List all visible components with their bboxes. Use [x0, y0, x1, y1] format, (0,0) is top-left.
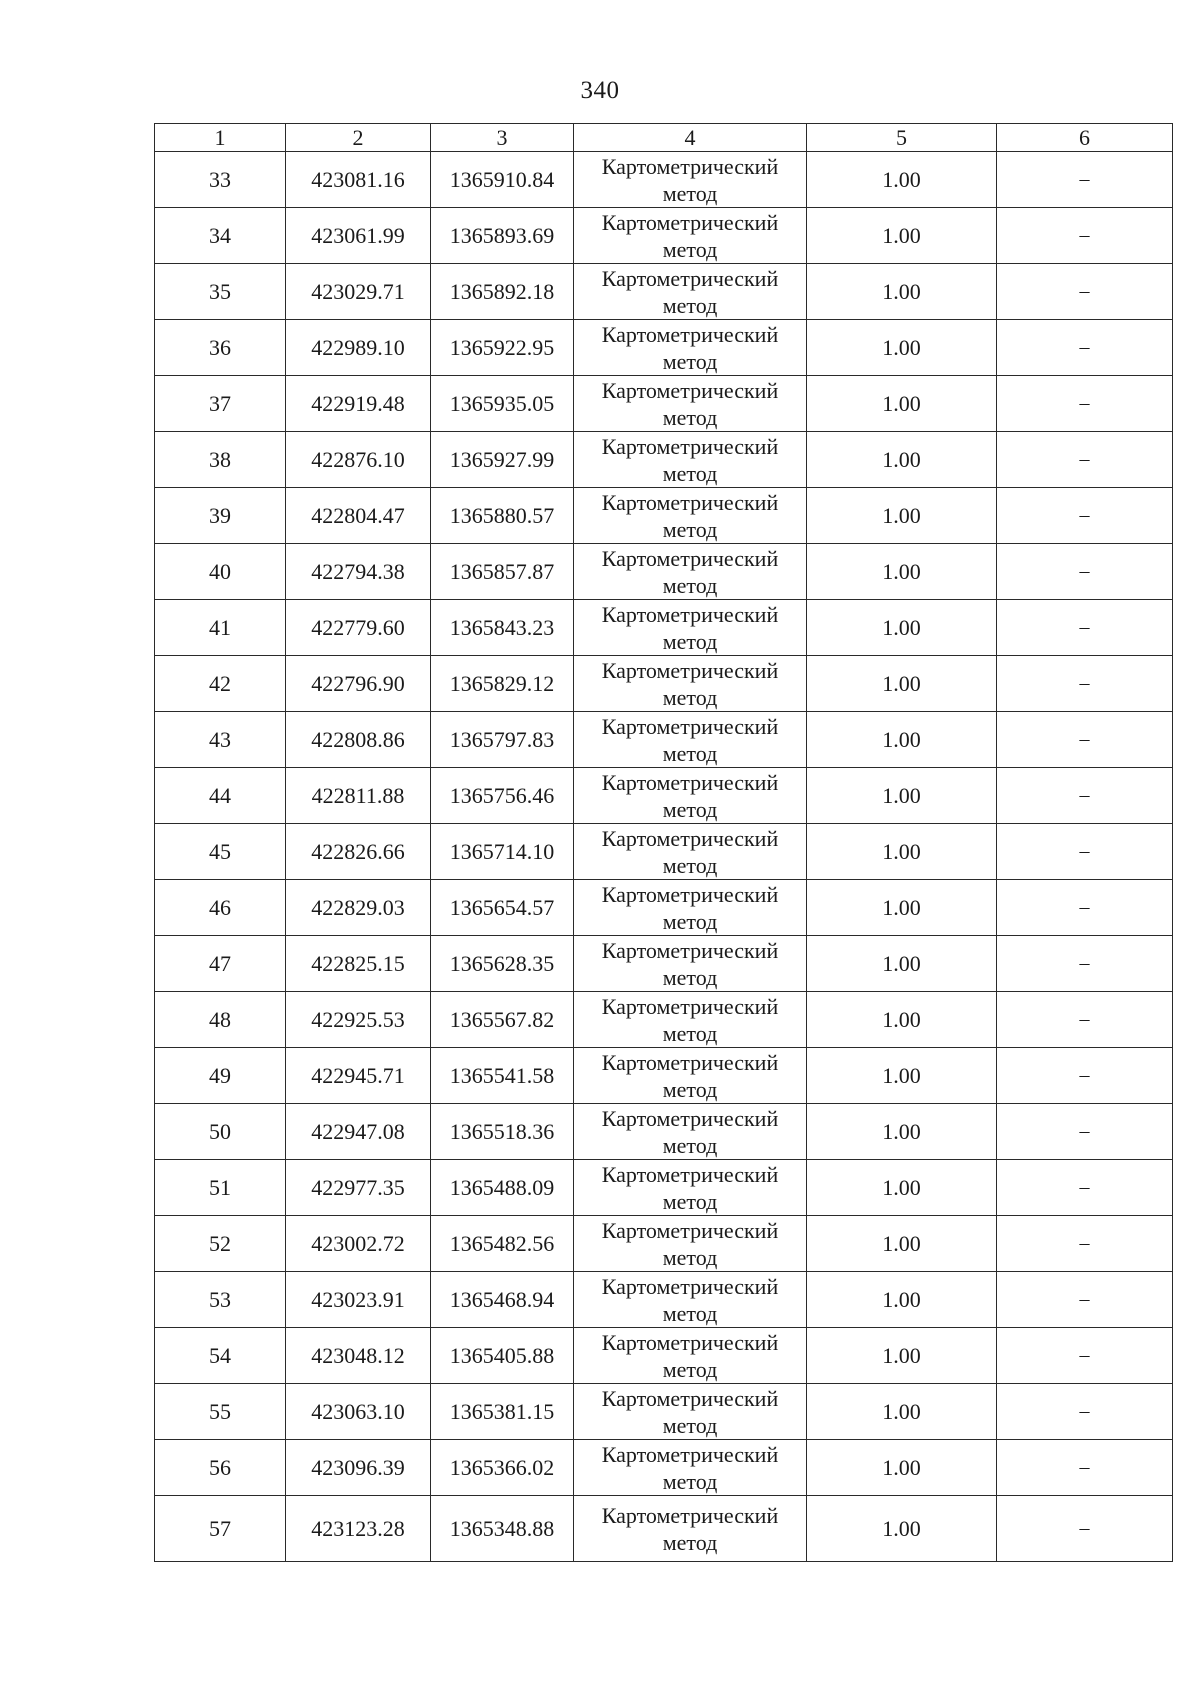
page-number: 340 [580, 77, 620, 104]
description-cell: – [997, 376, 1173, 432]
y-coordinate-cell: 1365488.09 [431, 1160, 574, 1216]
y-coordinate-cell: 1365714.10 [431, 824, 574, 880]
method-cell [574, 1104, 807, 1160]
table-row [155, 768, 1173, 824]
method-line-1: Картометрический [601, 545, 779, 571]
y-coordinate-cell: 1365797.83 [431, 712, 574, 768]
accuracy-cell: 1.00 [807, 1384, 997, 1440]
point-number-cell: 48 [155, 992, 286, 1048]
method-line-2: метод [662, 348, 718, 374]
point-number-cell: 56 [155, 1440, 286, 1496]
point-number-cell: 54 [155, 1328, 286, 1384]
method-line-2: метод [662, 1529, 718, 1555]
method-cell [574, 992, 807, 1048]
description-cell: – [997, 320, 1173, 376]
method-line-2: метод [662, 292, 718, 318]
method-line-1: Картометрический [601, 657, 779, 683]
method-line-1: Картометрический [601, 713, 779, 739]
description-cell: – [997, 544, 1173, 600]
method-line-2: метод [662, 1356, 718, 1382]
accuracy-cell: 1.00 [807, 1496, 997, 1562]
point-number-cell: 46 [155, 880, 286, 936]
table-row [155, 1328, 1173, 1384]
description-cell: – [997, 768, 1173, 824]
table-row [155, 1160, 1173, 1216]
method-line-1: Картометрический [601, 153, 779, 179]
column-header: 4 [574, 124, 807, 152]
description-cell: – [997, 600, 1173, 656]
description-cell: – [997, 1272, 1173, 1328]
table-row [155, 320, 1173, 376]
y-coordinate-cell: 1365468.94 [431, 1272, 574, 1328]
method-line-1: Картометрический [601, 601, 779, 627]
description-cell: – [997, 488, 1173, 544]
x-coordinate-cell: 422825.15 [286, 936, 431, 992]
method-cell [574, 152, 807, 208]
x-coordinate-cell: 422779.60 [286, 600, 431, 656]
method-line-1: Картометрический [601, 1441, 779, 1467]
description-cell: – [997, 992, 1173, 1048]
accuracy-cell: 1.00 [807, 824, 997, 880]
method-line-2: метод [662, 404, 718, 430]
method-cell [574, 1048, 807, 1104]
x-coordinate-cell: 422919.48 [286, 376, 431, 432]
table-row [155, 152, 1173, 208]
x-coordinate-cell: 422989.10 [286, 320, 431, 376]
method-cell [574, 880, 807, 936]
method-cell [574, 1160, 807, 1216]
method-cell [574, 1384, 807, 1440]
y-coordinate-cell: 1365910.84 [431, 152, 574, 208]
y-coordinate-cell: 1365935.05 [431, 376, 574, 432]
y-coordinate-cell: 1365892.18 [431, 264, 574, 320]
method-cell [574, 824, 807, 880]
column-header: 6 [997, 124, 1173, 152]
y-coordinate-cell: 1365541.58 [431, 1048, 574, 1104]
method-line-1: Картометрический [601, 1329, 779, 1355]
method-line-2: метод [662, 1076, 718, 1102]
description-cell: – [997, 1328, 1173, 1384]
y-coordinate-cell: 1365756.46 [431, 768, 574, 824]
method-cell [574, 208, 807, 264]
y-coordinate-cell: 1365518.36 [431, 1104, 574, 1160]
accuracy-cell: 1.00 [807, 208, 997, 264]
method-line-2: метод [662, 1468, 718, 1494]
point-number-cell: 42 [155, 656, 286, 712]
point-number-cell: 35 [155, 264, 286, 320]
table-row [155, 1496, 1173, 1562]
accuracy-cell: 1.00 [807, 544, 997, 600]
method-line-2: метод [662, 852, 718, 878]
description-cell: – [997, 1160, 1173, 1216]
point-number-cell: 36 [155, 320, 286, 376]
column-header: 3 [431, 124, 574, 152]
x-coordinate-cell: 422876.10 [286, 432, 431, 488]
x-coordinate-cell: 422947.08 [286, 1104, 431, 1160]
x-coordinate-cell: 422829.03 [286, 880, 431, 936]
y-coordinate-cell: 1365654.57 [431, 880, 574, 936]
y-coordinate-cell: 1365829.12 [431, 656, 574, 712]
table-row [155, 992, 1173, 1048]
method-cell [574, 488, 807, 544]
point-number-cell: 53 [155, 1272, 286, 1328]
method-line-1: Картометрический [601, 993, 779, 1019]
method-cell [574, 712, 807, 768]
method-line-2: метод [662, 908, 718, 934]
point-number-cell: 44 [155, 768, 286, 824]
accuracy-cell: 1.00 [807, 1440, 997, 1496]
point-number-cell: 55 [155, 1384, 286, 1440]
method-cell [574, 1440, 807, 1496]
point-number-cell: 45 [155, 824, 286, 880]
x-coordinate-cell: 422796.90 [286, 656, 431, 712]
point-number-cell: 39 [155, 488, 286, 544]
method-cell [574, 936, 807, 992]
description-cell: – [997, 824, 1173, 880]
method-cell [574, 320, 807, 376]
method-line-2: метод [662, 1020, 718, 1046]
point-number-cell: 40 [155, 544, 286, 600]
point-number-cell: 41 [155, 600, 286, 656]
method-line-2: метод [662, 964, 718, 990]
point-number-cell: 50 [155, 1104, 286, 1160]
method-cell [574, 1216, 807, 1272]
table-row [155, 1048, 1173, 1104]
table-row [155, 824, 1173, 880]
x-coordinate-cell: 423029.71 [286, 264, 431, 320]
x-coordinate-cell: 422977.35 [286, 1160, 431, 1216]
table-row [155, 712, 1173, 768]
method-line-2: метод [662, 516, 718, 542]
method-line-1: Картометрический [601, 1502, 779, 1528]
method-cell [574, 544, 807, 600]
accuracy-cell: 1.00 [807, 656, 997, 712]
y-coordinate-cell: 1365628.35 [431, 936, 574, 992]
header-row [155, 124, 1173, 152]
method-line-1: Картометрический [601, 433, 779, 459]
description-cell: – [997, 208, 1173, 264]
table-row [155, 600, 1173, 656]
y-coordinate-cell: 1365366.02 [431, 1440, 574, 1496]
accuracy-cell: 1.00 [807, 1328, 997, 1384]
method-line-1: Картометрический [601, 1161, 779, 1187]
x-coordinate-cell: 423123.28 [286, 1496, 431, 1562]
x-coordinate-cell: 423081.16 [286, 152, 431, 208]
accuracy-cell: 1.00 [807, 880, 997, 936]
table-row [155, 208, 1173, 264]
table-row [155, 1104, 1173, 1160]
method-line-1: Картометрический [601, 1049, 779, 1075]
table-row [155, 1272, 1173, 1328]
description-cell: – [997, 1216, 1173, 1272]
point-number-cell: 37 [155, 376, 286, 432]
table-row [155, 432, 1173, 488]
method-cell [574, 1272, 807, 1328]
description-cell: – [997, 432, 1173, 488]
table-row [155, 376, 1173, 432]
y-coordinate-cell: 1365880.57 [431, 488, 574, 544]
method-cell [574, 376, 807, 432]
accuracy-cell: 1.00 [807, 432, 997, 488]
accuracy-cell: 1.00 [807, 1160, 997, 1216]
method-line-2: метод [662, 236, 718, 262]
accuracy-cell: 1.00 [807, 1216, 997, 1272]
description-cell: – [997, 1440, 1173, 1496]
y-coordinate-cell: 1365927.99 [431, 432, 574, 488]
point-number-cell: 52 [155, 1216, 286, 1272]
method-cell [574, 656, 807, 712]
point-number-cell: 51 [155, 1160, 286, 1216]
x-coordinate-cell: 422826.66 [286, 824, 431, 880]
accuracy-cell: 1.00 [807, 992, 997, 1048]
table-row [155, 488, 1173, 544]
table-body [155, 152, 1173, 1562]
table-row [155, 1216, 1173, 1272]
x-coordinate-cell: 422945.71 [286, 1048, 431, 1104]
x-coordinate-cell: 423002.72 [286, 1216, 431, 1272]
x-coordinate-cell: 423061.99 [286, 208, 431, 264]
x-coordinate-cell: 422808.86 [286, 712, 431, 768]
method-cell [574, 264, 807, 320]
method-line-1: Картометрический [601, 265, 779, 291]
method-line-1: Картометрический [601, 937, 779, 963]
x-coordinate-cell: 423063.10 [286, 1384, 431, 1440]
y-coordinate-cell: 1365482.56 [431, 1216, 574, 1272]
table-row [155, 656, 1173, 712]
point-number-cell: 38 [155, 432, 286, 488]
accuracy-cell: 1.00 [807, 320, 997, 376]
method-line-1: Картометрический [601, 209, 779, 235]
x-coordinate-cell: 422811.88 [286, 768, 431, 824]
accuracy-cell: 1.00 [807, 600, 997, 656]
method-line-2: метод [662, 1132, 718, 1158]
column-header: 1 [155, 124, 286, 152]
accuracy-cell: 1.00 [807, 488, 997, 544]
accuracy-cell: 1.00 [807, 1048, 997, 1104]
table-row [155, 936, 1173, 992]
method-line-2: метод [662, 1412, 718, 1438]
method-line-2: метод [662, 1188, 718, 1214]
x-coordinate-cell: 422925.53 [286, 992, 431, 1048]
point-number-cell: 49 [155, 1048, 286, 1104]
method-line-2: метод [662, 796, 718, 822]
accuracy-cell: 1.00 [807, 152, 997, 208]
table-row [155, 1384, 1173, 1440]
x-coordinate-cell: 422794.38 [286, 544, 431, 600]
y-coordinate-cell: 1365381.15 [431, 1384, 574, 1440]
method-line-2: метод [662, 460, 718, 486]
method-line-1: Картометрический [601, 825, 779, 851]
description-cell: – [997, 712, 1173, 768]
description-cell: – [997, 152, 1173, 208]
method-line-1: Картометрический [601, 1273, 779, 1299]
description-cell: – [997, 656, 1173, 712]
accuracy-cell: 1.00 [807, 712, 997, 768]
point-number-cell: 33 [155, 152, 286, 208]
method-line-1: Картометрический [601, 321, 779, 347]
method-cell [574, 600, 807, 656]
method-cell [574, 1328, 807, 1384]
point-number-cell: 57 [155, 1496, 286, 1562]
method-line-2: метод [662, 1244, 718, 1270]
method-line-2: метод [662, 628, 718, 654]
method-line-1: Картометрический [601, 377, 779, 403]
accuracy-cell: 1.00 [807, 264, 997, 320]
description-cell: – [997, 936, 1173, 992]
coordinates-table [154, 123, 1173, 1562]
column-header: 5 [807, 124, 997, 152]
method-line-2: метод [662, 1300, 718, 1326]
y-coordinate-cell: 1365405.88 [431, 1328, 574, 1384]
y-coordinate-cell: 1365843.23 [431, 600, 574, 656]
table-row [155, 880, 1173, 936]
x-coordinate-cell: 423023.91 [286, 1272, 431, 1328]
y-coordinate-cell: 1365857.87 [431, 544, 574, 600]
method-line-1: Картометрический [601, 881, 779, 907]
description-cell: – [997, 880, 1173, 936]
y-coordinate-cell: 1365348.88 [431, 1496, 574, 1562]
x-coordinate-cell: 423096.39 [286, 1440, 431, 1496]
method-line-2: метод [662, 740, 718, 766]
column-header: 2 [286, 124, 431, 152]
method-line-2: метод [662, 180, 718, 206]
point-number-cell: 34 [155, 208, 286, 264]
description-cell: – [997, 1048, 1173, 1104]
y-coordinate-cell: 1365922.95 [431, 320, 574, 376]
method-cell [574, 432, 807, 488]
point-number-cell: 43 [155, 712, 286, 768]
description-cell: – [997, 1384, 1173, 1440]
description-cell: – [997, 264, 1173, 320]
method-line-1: Картометрический [601, 1385, 779, 1411]
method-line-1: Картометрический [601, 769, 779, 795]
y-coordinate-cell: 1365893.69 [431, 208, 574, 264]
description-cell: – [997, 1104, 1173, 1160]
table-row [155, 1440, 1173, 1496]
description-cell: – [997, 1496, 1173, 1562]
table-row [155, 264, 1173, 320]
table-row [155, 544, 1173, 600]
method-line-2: метод [662, 572, 718, 598]
accuracy-cell: 1.00 [807, 376, 997, 432]
method-cell [574, 1496, 807, 1562]
accuracy-cell: 1.00 [807, 936, 997, 992]
accuracy-cell: 1.00 [807, 768, 997, 824]
method-cell [574, 768, 807, 824]
method-line-1: Картометрический [601, 1217, 779, 1243]
point-number-cell: 47 [155, 936, 286, 992]
table-header [155, 124, 1173, 152]
method-line-2: метод [662, 684, 718, 710]
x-coordinate-cell: 423048.12 [286, 1328, 431, 1384]
accuracy-cell: 1.00 [807, 1104, 997, 1160]
method-line-1: Картометрический [601, 1105, 779, 1131]
x-coordinate-cell: 422804.47 [286, 488, 431, 544]
y-coordinate-cell: 1365567.82 [431, 992, 574, 1048]
accuracy-cell: 1.00 [807, 1272, 997, 1328]
method-line-1: Картометрический [601, 489, 779, 515]
